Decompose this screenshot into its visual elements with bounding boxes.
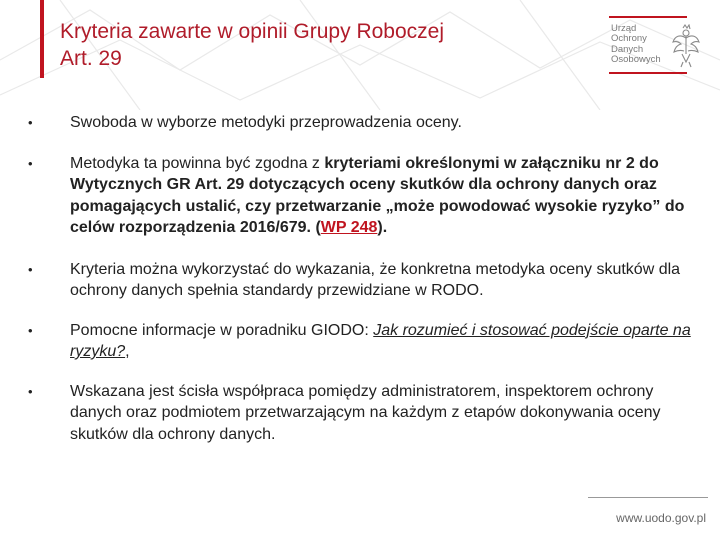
bullet-bold-text: kryteriami określonymi w załączniku nr 2 do Wytycznych GR Art. 29 dotyczących oceny skutków dla ochrony danych oraz pomagających ustalić, czy przetwarzanie „może powodować wysokie ryzyko” do celów rozporządzenia 2016/679. (: [70, 154, 685, 236]
bullet-text: Metodyka ta powinna być zgodna z: [70, 154, 325, 172]
footer-url: www.uodo.gov.pl: [616, 511, 706, 525]
uodo-logo: [609, 16, 701, 76]
slide-title-line-1: Kryteria zawarte w opinii Grupy Roboczej: [60, 20, 444, 43]
logo-line-1: Urząd: [611, 23, 637, 34]
list-item: [28, 320, 693, 363]
bullet-text: Swoboda w wyborze metodyki przeprowadzenia oceny.: [70, 114, 462, 131]
list-item: [28, 153, 693, 239]
bullet-text: Pomocne informacje w poradniku GIODO:: [70, 321, 374, 339]
slide-title-line-2: Art. 29: [60, 47, 122, 70]
bullet-list: [28, 112, 693, 445]
bullet-marker: •: [28, 261, 33, 277]
footer-divider: [588, 497, 708, 498]
title-accent-bar: [40, 0, 44, 78]
logo-text: [611, 24, 661, 66]
bullet-suffix: ,: [125, 343, 130, 360]
list-item: [28, 381, 693, 446]
bullet-suffix: ).: [377, 219, 388, 236]
bullet-marker: •: [28, 115, 33, 130]
slide-title: [60, 18, 580, 72]
list-item: [28, 112, 693, 134]
bullet-marker: •: [28, 322, 33, 338]
logo-bottom-rule: [609, 72, 687, 74]
bullet-marker: •: [28, 155, 33, 171]
bullet-text: Wskazana jest ścisła współpraca pomiędzy administratorem, inspektorem ochrony danych oraz podmiotem przetwarzającym na każdym z etapów dokonywania oceny skutków dla ochrony danych.: [70, 382, 661, 443]
giodo-guide-link[interactable]: Jak rozumieć i stosować podejście oparte na ryzyku?: [70, 321, 691, 360]
bullet-text: Kryteria można wykorzystać do wykazania, że konkretna metodyka oceny skutków dla ochrony danych spełnia standardy przewidziane w RODO.: [70, 260, 681, 299]
logo-line-2: Ochrony: [611, 33, 647, 45]
bullet-marker: •: [28, 383, 33, 399]
eagle-emblem-icon: [671, 24, 701, 68]
list-item: [28, 259, 693, 302]
logo-top-rule: [609, 16, 687, 18]
wp248-link[interactable]: WP 248: [320, 219, 378, 236]
logo-line-4: Osobowych: [611, 54, 661, 66]
logo-line-3: Danych: [611, 43, 644, 55]
